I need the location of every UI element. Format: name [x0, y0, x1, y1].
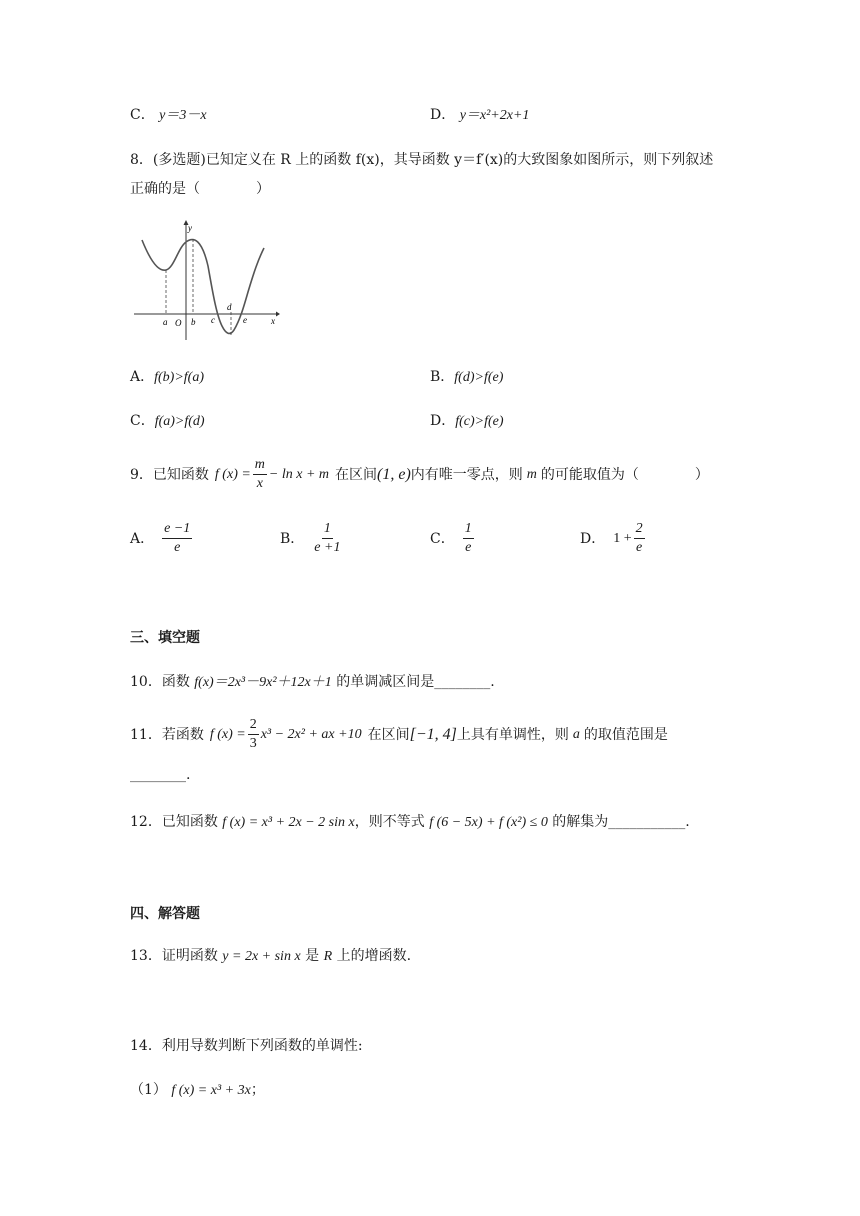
option-fraction: [312, 520, 342, 557]
label-y: y: [188, 223, 192, 233]
q11-rest: x³ − 2x² + ax +10: [260, 726, 362, 742]
q12-expr: f (x) = x³ + 2x − 2 sin x: [222, 815, 355, 830]
option-text: f(c)>f(e): [455, 414, 504, 429]
option-letter: A．: [130, 530, 155, 547]
frac-den: e: [636, 540, 643, 555]
q13-stem: [130, 946, 411, 967]
q13-mid: 是: [305, 948, 320, 964]
q11-fraction: [248, 716, 259, 753]
q8-stem-line2: 正确的是（ ）: [130, 181, 270, 197]
q12-suffix: 的解集为___________.: [552, 814, 690, 830]
option-letter: C．: [130, 107, 155, 123]
q12-stem: [130, 812, 690, 833]
q9-frac-num: m: [253, 456, 267, 475]
q12-prefix: 12．已知函数: [130, 814, 218, 830]
q10-expr: f(x)＝2x³－9x²＋12x＋1: [194, 675, 332, 690]
x-axis-arrow: [276, 312, 280, 317]
option-letter: C．: [430, 530, 455, 547]
option-fraction: [162, 520, 192, 557]
q13-suffix: 上的增函数.: [336, 948, 412, 964]
option-letter: B．: [280, 530, 305, 547]
q7-option-d: [430, 105, 529, 126]
q11-var: a: [572, 726, 580, 742]
q8-option-a: [130, 367, 204, 388]
frac-den: e +1: [314, 540, 341, 555]
derivative-graph: [130, 218, 280, 344]
q9-suffix: 内有唯一零点，则: [410, 466, 523, 483]
q14-part1-expr: f (x) = x³ + 3x: [171, 1083, 251, 1098]
q9-func-rest: − ln x + m: [268, 466, 330, 482]
q9-option-c: [430, 520, 476, 557]
q9-tail: 的可能取值为（ ）: [540, 466, 709, 483]
q12-inequality: f (6 − 5x) + f (x²) ≤ 0: [429, 815, 548, 830]
frac-num: 2: [634, 520, 645, 539]
frac-num: e −1: [162, 520, 192, 539]
q11-line2: ________.: [130, 767, 191, 783]
label-b: b: [191, 317, 196, 327]
q7-option-c: [130, 105, 207, 126]
q11-mid: 在区间: [367, 726, 410, 743]
q9-option-d: [580, 520, 647, 557]
option-letter: B．: [430, 369, 455, 385]
q9-frac-den: x: [256, 476, 263, 491]
q9-prefix: 9．已知函数: [130, 466, 209, 483]
option-text: f(a)>f(d): [154, 414, 205, 429]
label-a: a: [163, 317, 168, 327]
q8-stem-line1: 8．(多选题)已知定义在 R 上的函数 f(x)，其导函数 y＝f′(x)的大致图象如图所示，则下列叙述: [130, 152, 714, 168]
label-x: x: [271, 316, 275, 326]
option-text: y＝x²+2x+1: [459, 108, 530, 123]
q14-part1-end: ；: [250, 1082, 265, 1098]
q11-suffix: 上具有单调性，则: [456, 726, 569, 743]
q14-stem: 14．利用导数判断下列函数的单调性:: [130, 1038, 363, 1054]
q14-part1-label: （1）: [130, 1082, 167, 1098]
q9-mid: 在区间: [335, 466, 378, 483]
q11-prefix: 11．若函数: [130, 726, 204, 743]
label-c: c: [211, 315, 215, 325]
q13-var: R: [323, 949, 333, 964]
q13-prefix: 13．证明函数: [130, 948, 218, 964]
label-origin: O: [175, 318, 182, 328]
section-heading-fill-in: 三、填空题: [130, 630, 200, 646]
label-d: d: [227, 302, 232, 312]
section-heading-answer: 四、解答题: [130, 906, 200, 922]
q12-mid: ，则不等式: [354, 814, 425, 830]
frac-den: e: [465, 540, 472, 555]
option-whole: 1 +: [613, 530, 632, 546]
label-e: e: [243, 315, 247, 325]
option-letter: A．: [130, 369, 155, 385]
q10-prefix: 10．函数: [130, 674, 190, 690]
frac-den: e: [174, 540, 181, 555]
option-letter: D．: [580, 530, 606, 547]
q10-suffix: 的单调减区间是________.: [336, 674, 495, 690]
option-letter: C．: [130, 413, 155, 429]
option-fraction: [634, 520, 645, 557]
option-text: f(d)>f(e): [454, 370, 504, 385]
option-text: f(b)>f(a): [154, 370, 204, 385]
q8-option-b: [430, 367, 503, 388]
q9-fraction: [253, 456, 267, 493]
q11-interval: [−1, 4]: [409, 725, 457, 743]
q11-stem: [130, 716, 668, 753]
option-letter: D．: [430, 107, 456, 123]
q10-stem: [130, 672, 495, 693]
frac-num: 1: [322, 520, 333, 539]
q11-frac-num: 2: [248, 716, 259, 735]
option-text: y＝3－x: [159, 108, 207, 123]
q13-expr: y = 2x + sin x: [222, 949, 301, 964]
frac-num: 1: [463, 520, 474, 539]
q9-option-a: [130, 520, 194, 557]
q11-tail: 的取值范围是: [583, 726, 668, 743]
q8-option-c: [130, 411, 205, 432]
option-fraction: [463, 520, 474, 557]
q8-option-d: [430, 411, 504, 432]
q9-stem: [130, 456, 709, 493]
q9-option-b: [280, 520, 344, 557]
option-letter: D．: [430, 413, 456, 429]
q9-var: m: [526, 466, 537, 482]
q9-func-lhs: f (x) =: [214, 466, 251, 482]
q11-lhs: f (x) =: [209, 726, 246, 742]
q14-part1: [130, 1080, 265, 1101]
q9-interval: (1, e): [377, 465, 411, 483]
q11-frac-den: 3: [249, 736, 257, 751]
